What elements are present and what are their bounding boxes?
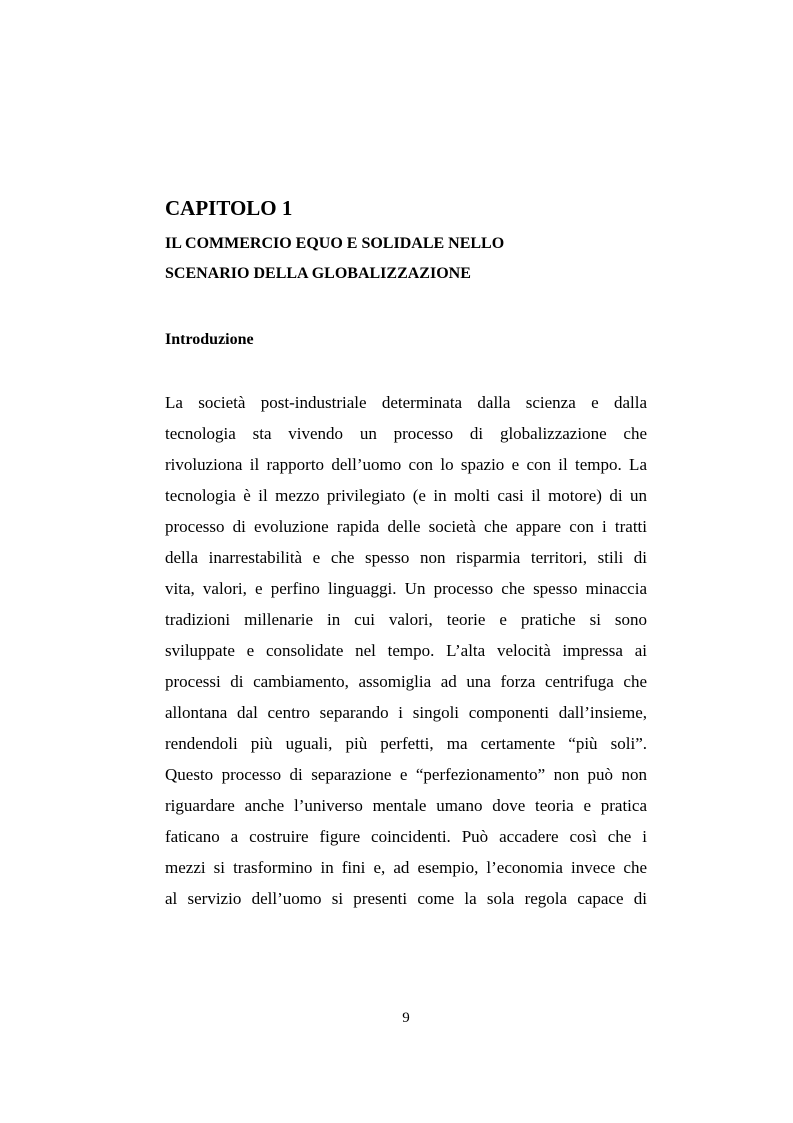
paragraph-line: mezzi si trasformino in fini e, ad esempio, l’economia invece che bbox=[165, 858, 647, 877]
paragraph-line: sviluppate e consolidate nel tempo. L’alta velocità impressa ai bbox=[165, 641, 647, 660]
paragraph-line: rivoluziona il rapporto dell’uomo con lo spazio e con il tempo. La bbox=[165, 455, 647, 474]
paragraph-line: tradizioni millenarie in cui valori, teorie e pratiche si sono bbox=[165, 610, 647, 629]
paragraph-line: Questo processo di separazione e “perfezionamento” non può non bbox=[165, 765, 647, 784]
chapter-title-line: SCENARIO DELLA GLOBALIZZAZIONE bbox=[165, 265, 471, 282]
paragraph-line: rendendoli più uguali, più perfetti, ma certamente “più soli”. bbox=[165, 734, 647, 753]
paragraph-line: processi di cambiamento, assomiglia ad una forza centrifuga che bbox=[165, 672, 647, 691]
page-number: 9 bbox=[402, 1010, 410, 1026]
paragraph-line: La società post-industriale determinata dalla scienza e dalla bbox=[165, 393, 647, 412]
paragraph-line: al servizio dell’uomo si presenti come la sola regola capace di bbox=[165, 889, 647, 908]
paragraph-line: processo di evoluzione rapida delle società che appare con i tratti bbox=[165, 517, 647, 536]
paragraph-line: vita, valori, e perfino linguaggi. Un processo che spesso minaccia bbox=[165, 579, 647, 598]
paragraph-line: della inarrestabilità e che spesso non risparmia territori, stili di bbox=[165, 548, 647, 567]
paragraph-line: faticano a costruire figure coincidenti. Può accadere così che i bbox=[165, 827, 647, 846]
chapter-label: CAPITOLO 1 bbox=[165, 196, 293, 220]
body-paragraph bbox=[165, 387, 647, 914]
section-heading: Introduzione bbox=[165, 331, 254, 348]
chapter-title bbox=[165, 229, 504, 289]
chapter-title-line: IL COMMERCIO EQUO E SOLIDALE NELLO bbox=[165, 235, 505, 252]
paragraph-line: riguardare anche l’universo mentale umano dove teoria e pratica bbox=[165, 796, 647, 815]
paragraph-line: allontana dal centro separando i singoli componenti dall’insieme, bbox=[165, 703, 647, 722]
paragraph-line: tecnologia è il mezzo privilegiato (e in molti casi il motore) di un bbox=[165, 486, 647, 505]
paragraph-line: tecnologia sta vivendo un processo di globalizzazione che bbox=[165, 424, 647, 443]
